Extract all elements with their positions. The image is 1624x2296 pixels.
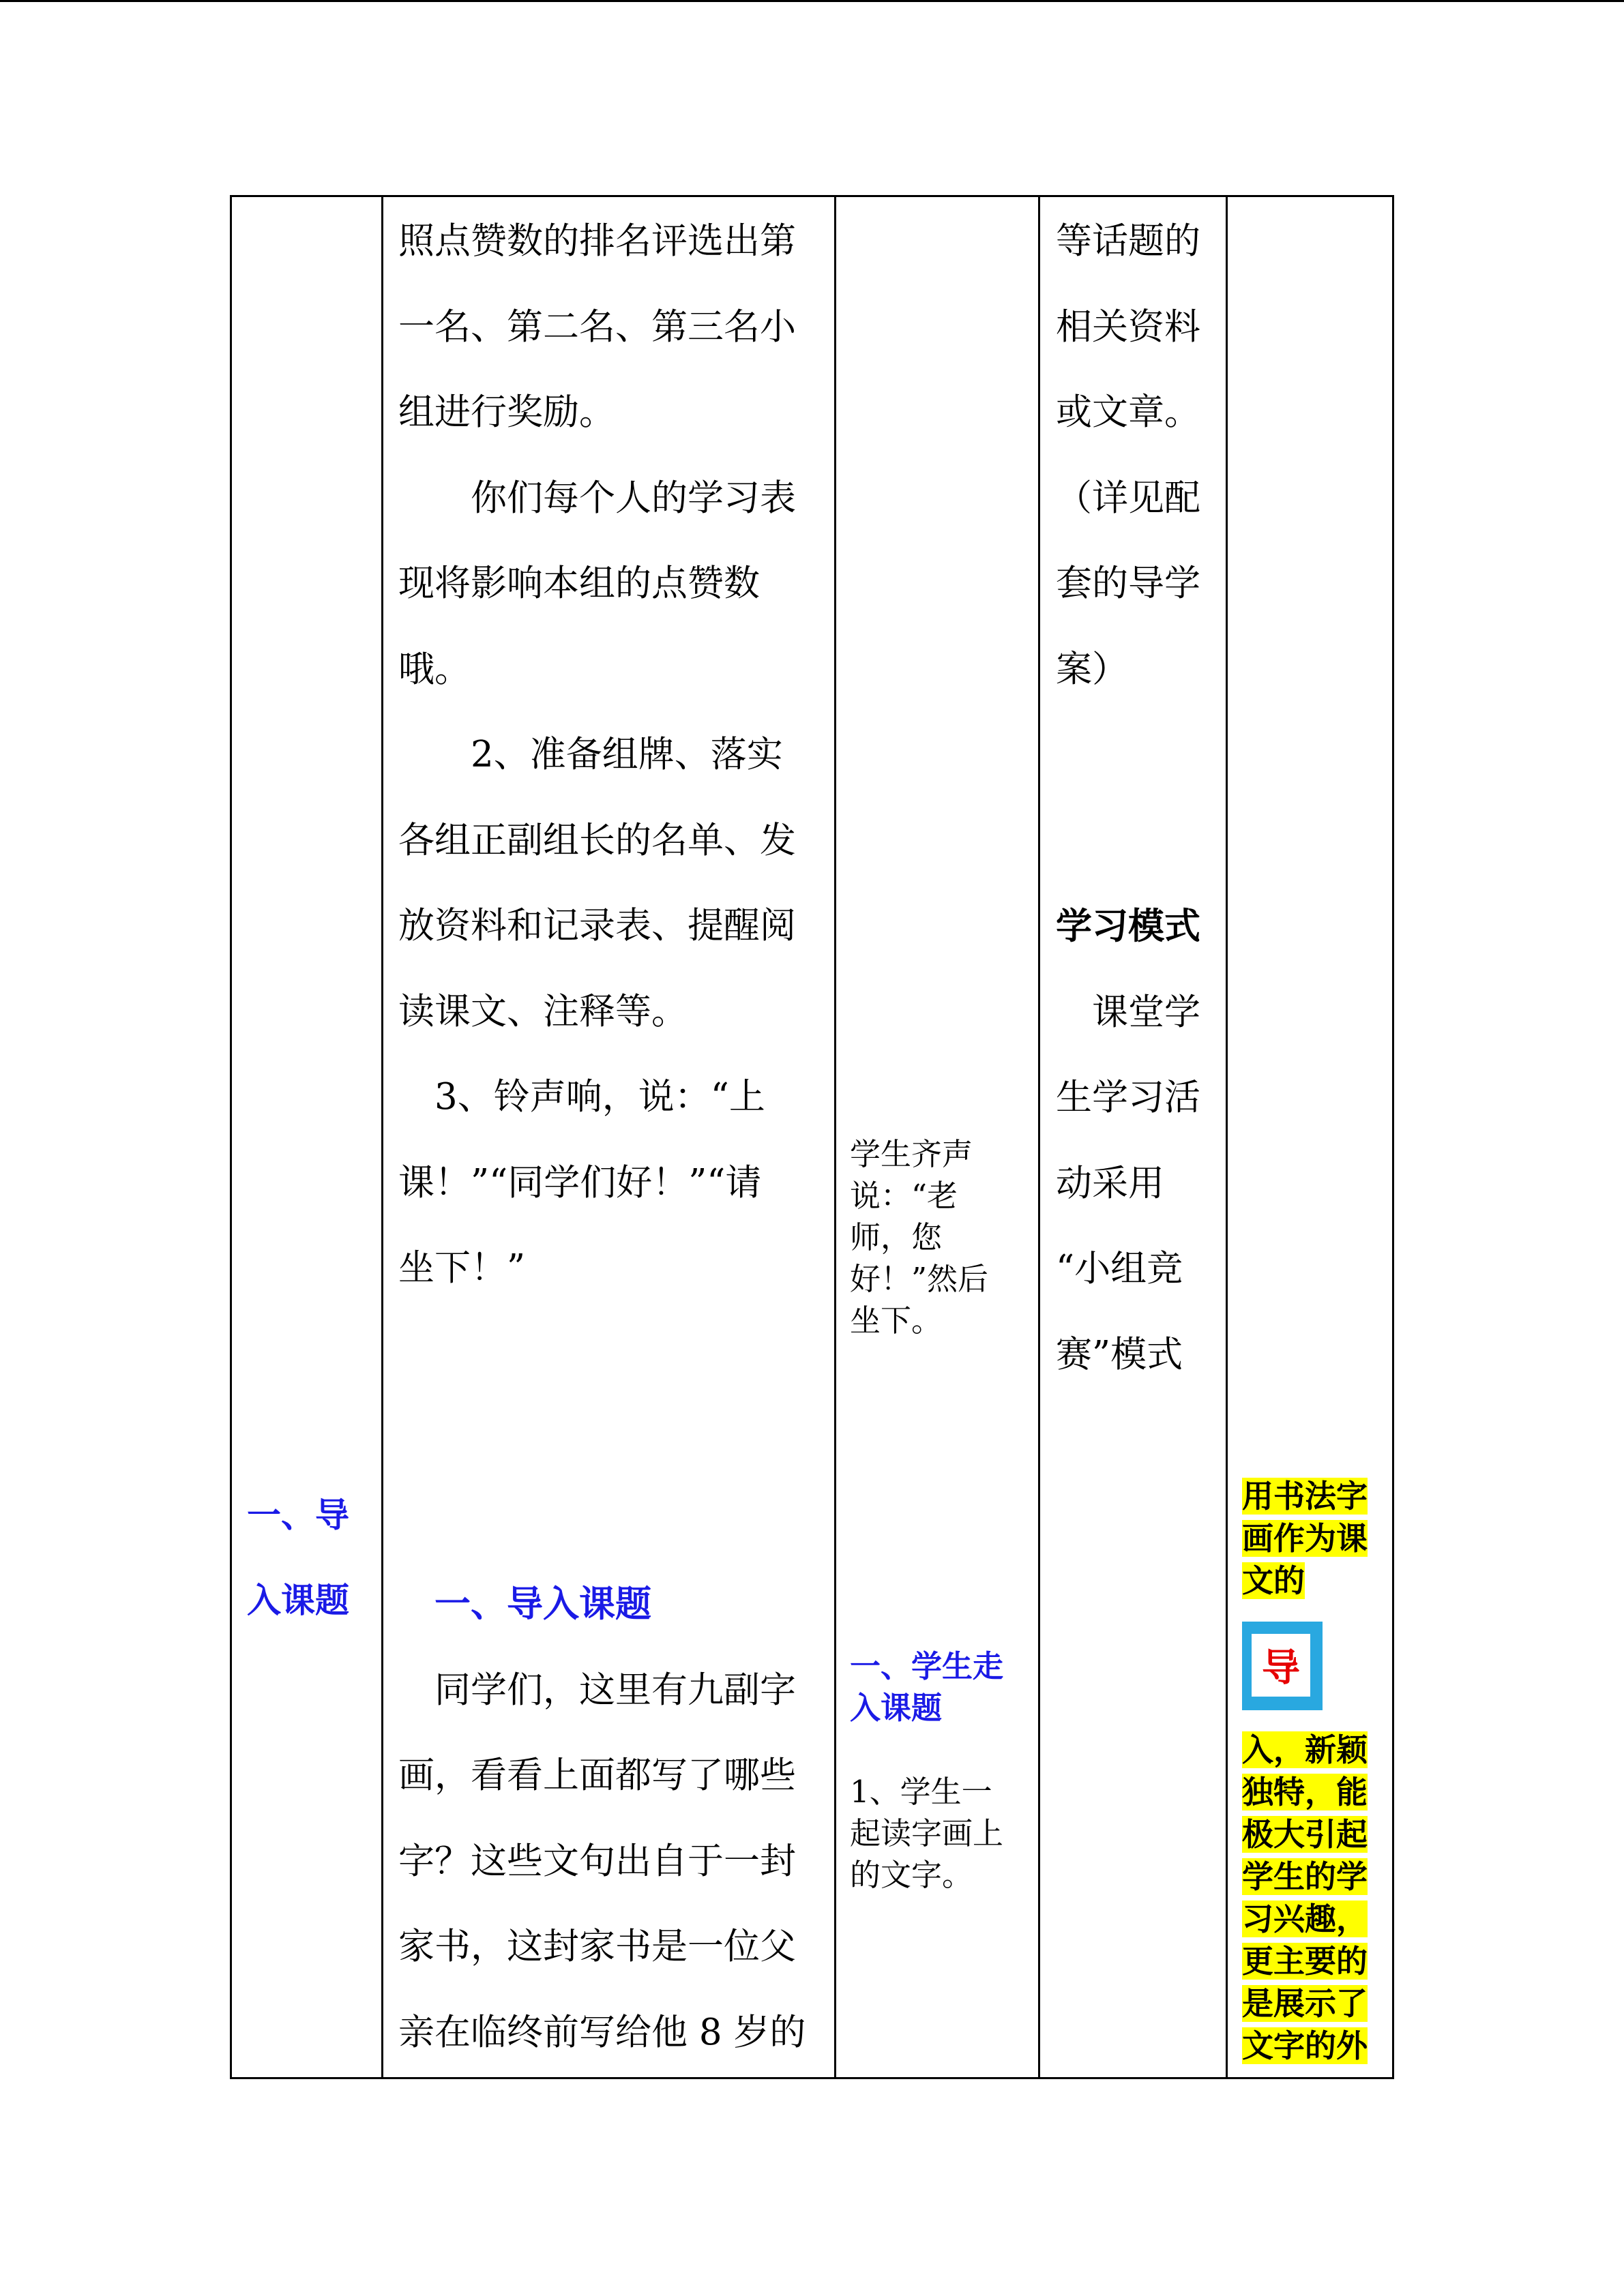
student-activity-heading [850,1645,1034,1729]
text-line: 套的导学 [1056,563,1200,604]
section-heading: 一、学生走 [850,1648,1004,1684]
stage-cell [247,1473,370,1643]
text-line: 亲在临终前写给他 8 岁的 [398,2011,806,2053]
text-line: 现将影响本组的点赞数 [398,563,760,604]
text-line: 生学习活 [1056,1077,1200,1118]
highlighted-text: 用书法字 [1242,1478,1368,1515]
highlighted-text: 是展示了 [1242,1985,1368,2022]
text-line: 案） [1056,648,1128,690]
note-a [1242,1475,1378,1602]
text-line: 赛”模式 [1056,1333,1183,1375]
text-line: 读课文、注释等。 [398,990,688,1032]
text-line: 相关资料 [1056,305,1200,348]
highlighted-text: 习兴趣， [1242,1900,1368,1937]
section-heading: 学习模式 [1056,906,1200,947]
text-line: 哦。 [398,648,471,690]
table-top-border [230,195,1394,197]
resource-bottom [1056,884,1220,1397]
text-line: 的文字。 [850,1857,973,1893]
table-bottom-border [230,2077,1394,2079]
text-line: 1、学生一 [850,1774,992,1810]
text-line: 照点赞数的排名评选出第 [398,220,796,262]
dao-character: 导 [1252,1634,1310,1697]
resource-top [1056,198,1220,712]
section-heading: 入课题 [850,1690,943,1726]
text-line: 字？这些文句出自于一封 [398,1840,796,1882]
section-heading: 一、导入课题 [434,1583,651,1625]
column-divider [1038,195,1040,2079]
highlighted-text: 极大引起 [1242,1816,1368,1853]
highlighted-text: 学生的学 [1242,1858,1368,1895]
highlighted-text: 独特，能 [1242,1774,1368,1810]
text-line: 或文章。 [1056,391,1200,433]
student-activity-a [850,1133,1034,1341]
text-line: 组进行奖励。 [398,391,615,433]
text-line: 画，看看上面都写了哪些 [398,1755,796,1796]
text-line: 坐下！” [398,1247,526,1289]
text-line: 课！”“同学们好！”“请 [398,1161,762,1204]
teacher-activity-top [398,198,821,1311]
table-border-left [230,195,232,2079]
stage-label-line: 入课题 [247,1581,349,1620]
text-line: 3、铃声响，说：“上 [434,1076,765,1118]
table-border-right [1392,195,1394,2079]
stage-label-line: 一、导 [247,1495,349,1535]
text-line: 学生齐声 [850,1136,973,1172]
text-line: 说：“老 [850,1178,958,1214]
page-top-border [0,0,1624,2]
column-divider [1226,195,1228,2079]
text-line: 2、准备组牌、落实 [471,734,783,775]
text-line: 家书，这封家书是一位父 [398,1926,796,1967]
text-line: 你们每个人的学习表 [471,477,796,519]
column-divider [381,195,383,2079]
note-b [1242,1729,1378,2067]
text-line: 坐下。 [850,1302,943,1339]
text-line: 同学们，这里有九副字 [434,1669,796,1711]
student-activity-b [850,1771,1034,1896]
text-line: “小组竞 [1056,1248,1183,1289]
text-line: 一名、第二名、第三名小 [398,305,796,348]
text-line: 好！”然后 [850,1261,989,1297]
highlighted-text: 文字的外 [1242,2027,1368,2064]
dao-character-image [1242,1622,1323,1710]
highlighted-text: 文的 [1242,1562,1305,1599]
highlighted-text: 画作为课 [1242,1520,1368,1557]
highlighted-text: 入，新颖 [1242,1731,1368,1768]
text-line: （详见配 [1056,477,1200,519]
text-line: 放资料和记录表、提醒阅 [398,905,796,946]
highlighted-text: 更主要的 [1242,1943,1368,1980]
text-line: 师，您 [850,1219,943,1255]
text-line: 各组正副组长的名单、发 [398,819,796,861]
text-line: 课堂学 [1092,991,1200,1033]
column-divider [834,195,836,2079]
text-line: 动采用 [1056,1162,1164,1204]
text-line: 起读字画上 [850,1815,1004,1851]
text-line: 等话题的 [1056,220,1200,262]
teacher-activity-bottom [398,1562,821,2075]
